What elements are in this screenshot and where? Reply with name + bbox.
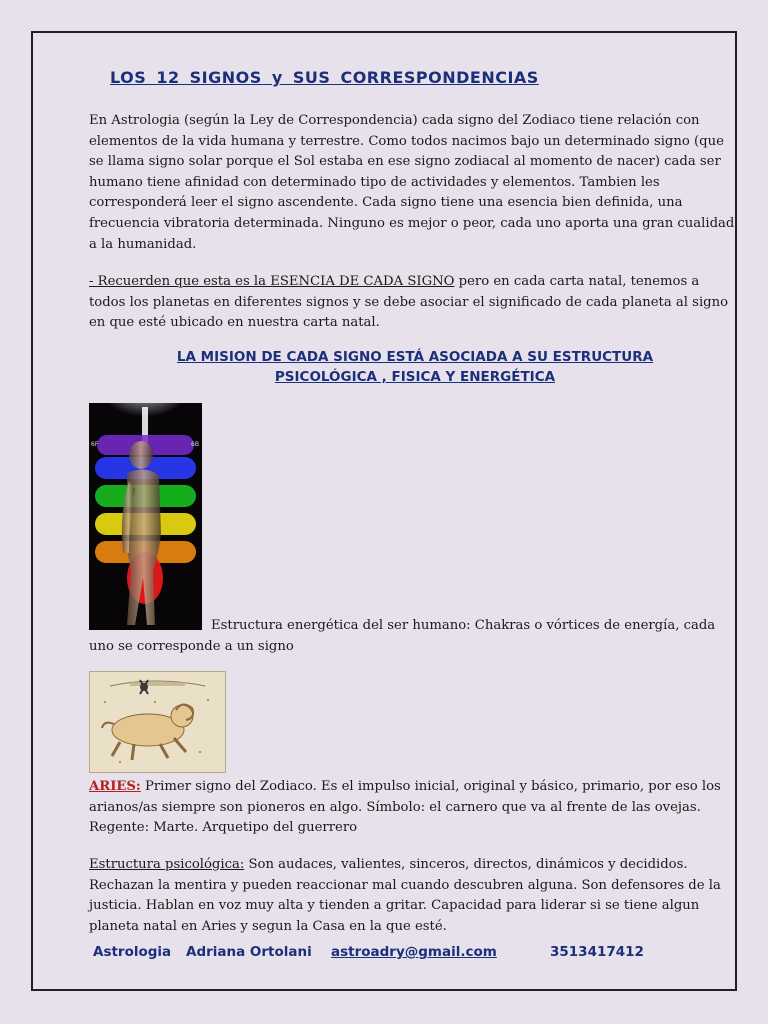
note-rest: pero en cada carta natal, tenemos a todos los planetas en diferentes signos y se debe asociar el significado de cada planeta al signo en que esté ubicado en nuestra carta natal. bbox=[89, 274, 729, 331]
ram-drawing bbox=[90, 672, 225, 772]
note-paragraph bbox=[89, 272, 739, 334]
mission-heading-line2: PSICOLÓGICA , FISICA Y ENERGÉTICA bbox=[274, 369, 556, 385]
chakra-label-right: 6B bbox=[191, 441, 199, 448]
aries-label: ARIES: bbox=[89, 779, 141, 794]
psych-paragraph bbox=[89, 855, 739, 937]
psych-text: Son audaces, valientes, sinceros, directos, dinámicos y decididos. Rechazan la mentira y pueden reaccionar mal cuando descubren alguna. Son defensores de la justicia. Hablan en voz muy alta y tienden a gritar. Capacidad para liderar si se tiene algun planeta natal en Aries y segun la Casa en la que esté. bbox=[89, 857, 721, 934]
mission-heading bbox=[110, 347, 720, 387]
aries-text: Primer signo del Zodiaco. Es el impulso inicial, original y básico, primario, por eso los arianos/as siempre son pioneros en algo. Símbolo: el carnero que va al frente de las ovejas. Regente: Marte. Arquetipo del guerrero bbox=[89, 779, 721, 836]
mission-heading-line1: LA MISION DE CADA SIGNO ESTÁ ASOCIADA A SU ESTRUCTURA bbox=[176, 349, 654, 365]
chakra-figure-drawing bbox=[89, 403, 202, 630]
footer-email-link[interactable]: astroadry@gmail.com bbox=[331, 944, 497, 960]
chakra-figure-image bbox=[89, 403, 202, 630]
footer-phone: 3513417412 bbox=[550, 944, 644, 960]
intro-paragraph: En Astrologia (según la Ley de Correspondencia) cada signo del Zodiaco tiene relación con elementos de la vida humana y terrestre. Como todos nacimos bajo un determinado signo (que se llama signo solar porque el Sol estaba en ese signo zodiacal al momento de nacer) cada ser humano tiene afinidad con determinado tipo de actividades y elementos. Tambien les corresponderá leer el signo ascendente. Cada signo tiene una esencia bien definida, una frecuencia vibratoria determinada. Ninguno es mejor o peor, cada uno aporta una gran cualidad a la humanidad. bbox=[89, 113, 735, 252]
chakra-caption bbox=[89, 616, 739, 657]
aries-ram-illustration bbox=[89, 671, 226, 773]
psych-label: Estructura psicológica: bbox=[89, 857, 245, 872]
footer-author: Adriana Ortolani bbox=[186, 944, 312, 960]
aries-paragraph bbox=[89, 777, 739, 839]
footer-brand: Astrologia bbox=[93, 944, 172, 960]
chakra-caption-text: Estructura energética del ser humano: Chakras o vórtices de energía, cada uno se corresponde a un signo bbox=[89, 618, 716, 654]
document-title: LOS 12 SIGNOS y SUS CORRESPONDENCIAS bbox=[110, 68, 539, 87]
note-underlined: - Recuerden que esta es la ESENCIA DE CADA SIGNO bbox=[89, 274, 455, 289]
chakra-label-left: 6F bbox=[91, 441, 99, 448]
